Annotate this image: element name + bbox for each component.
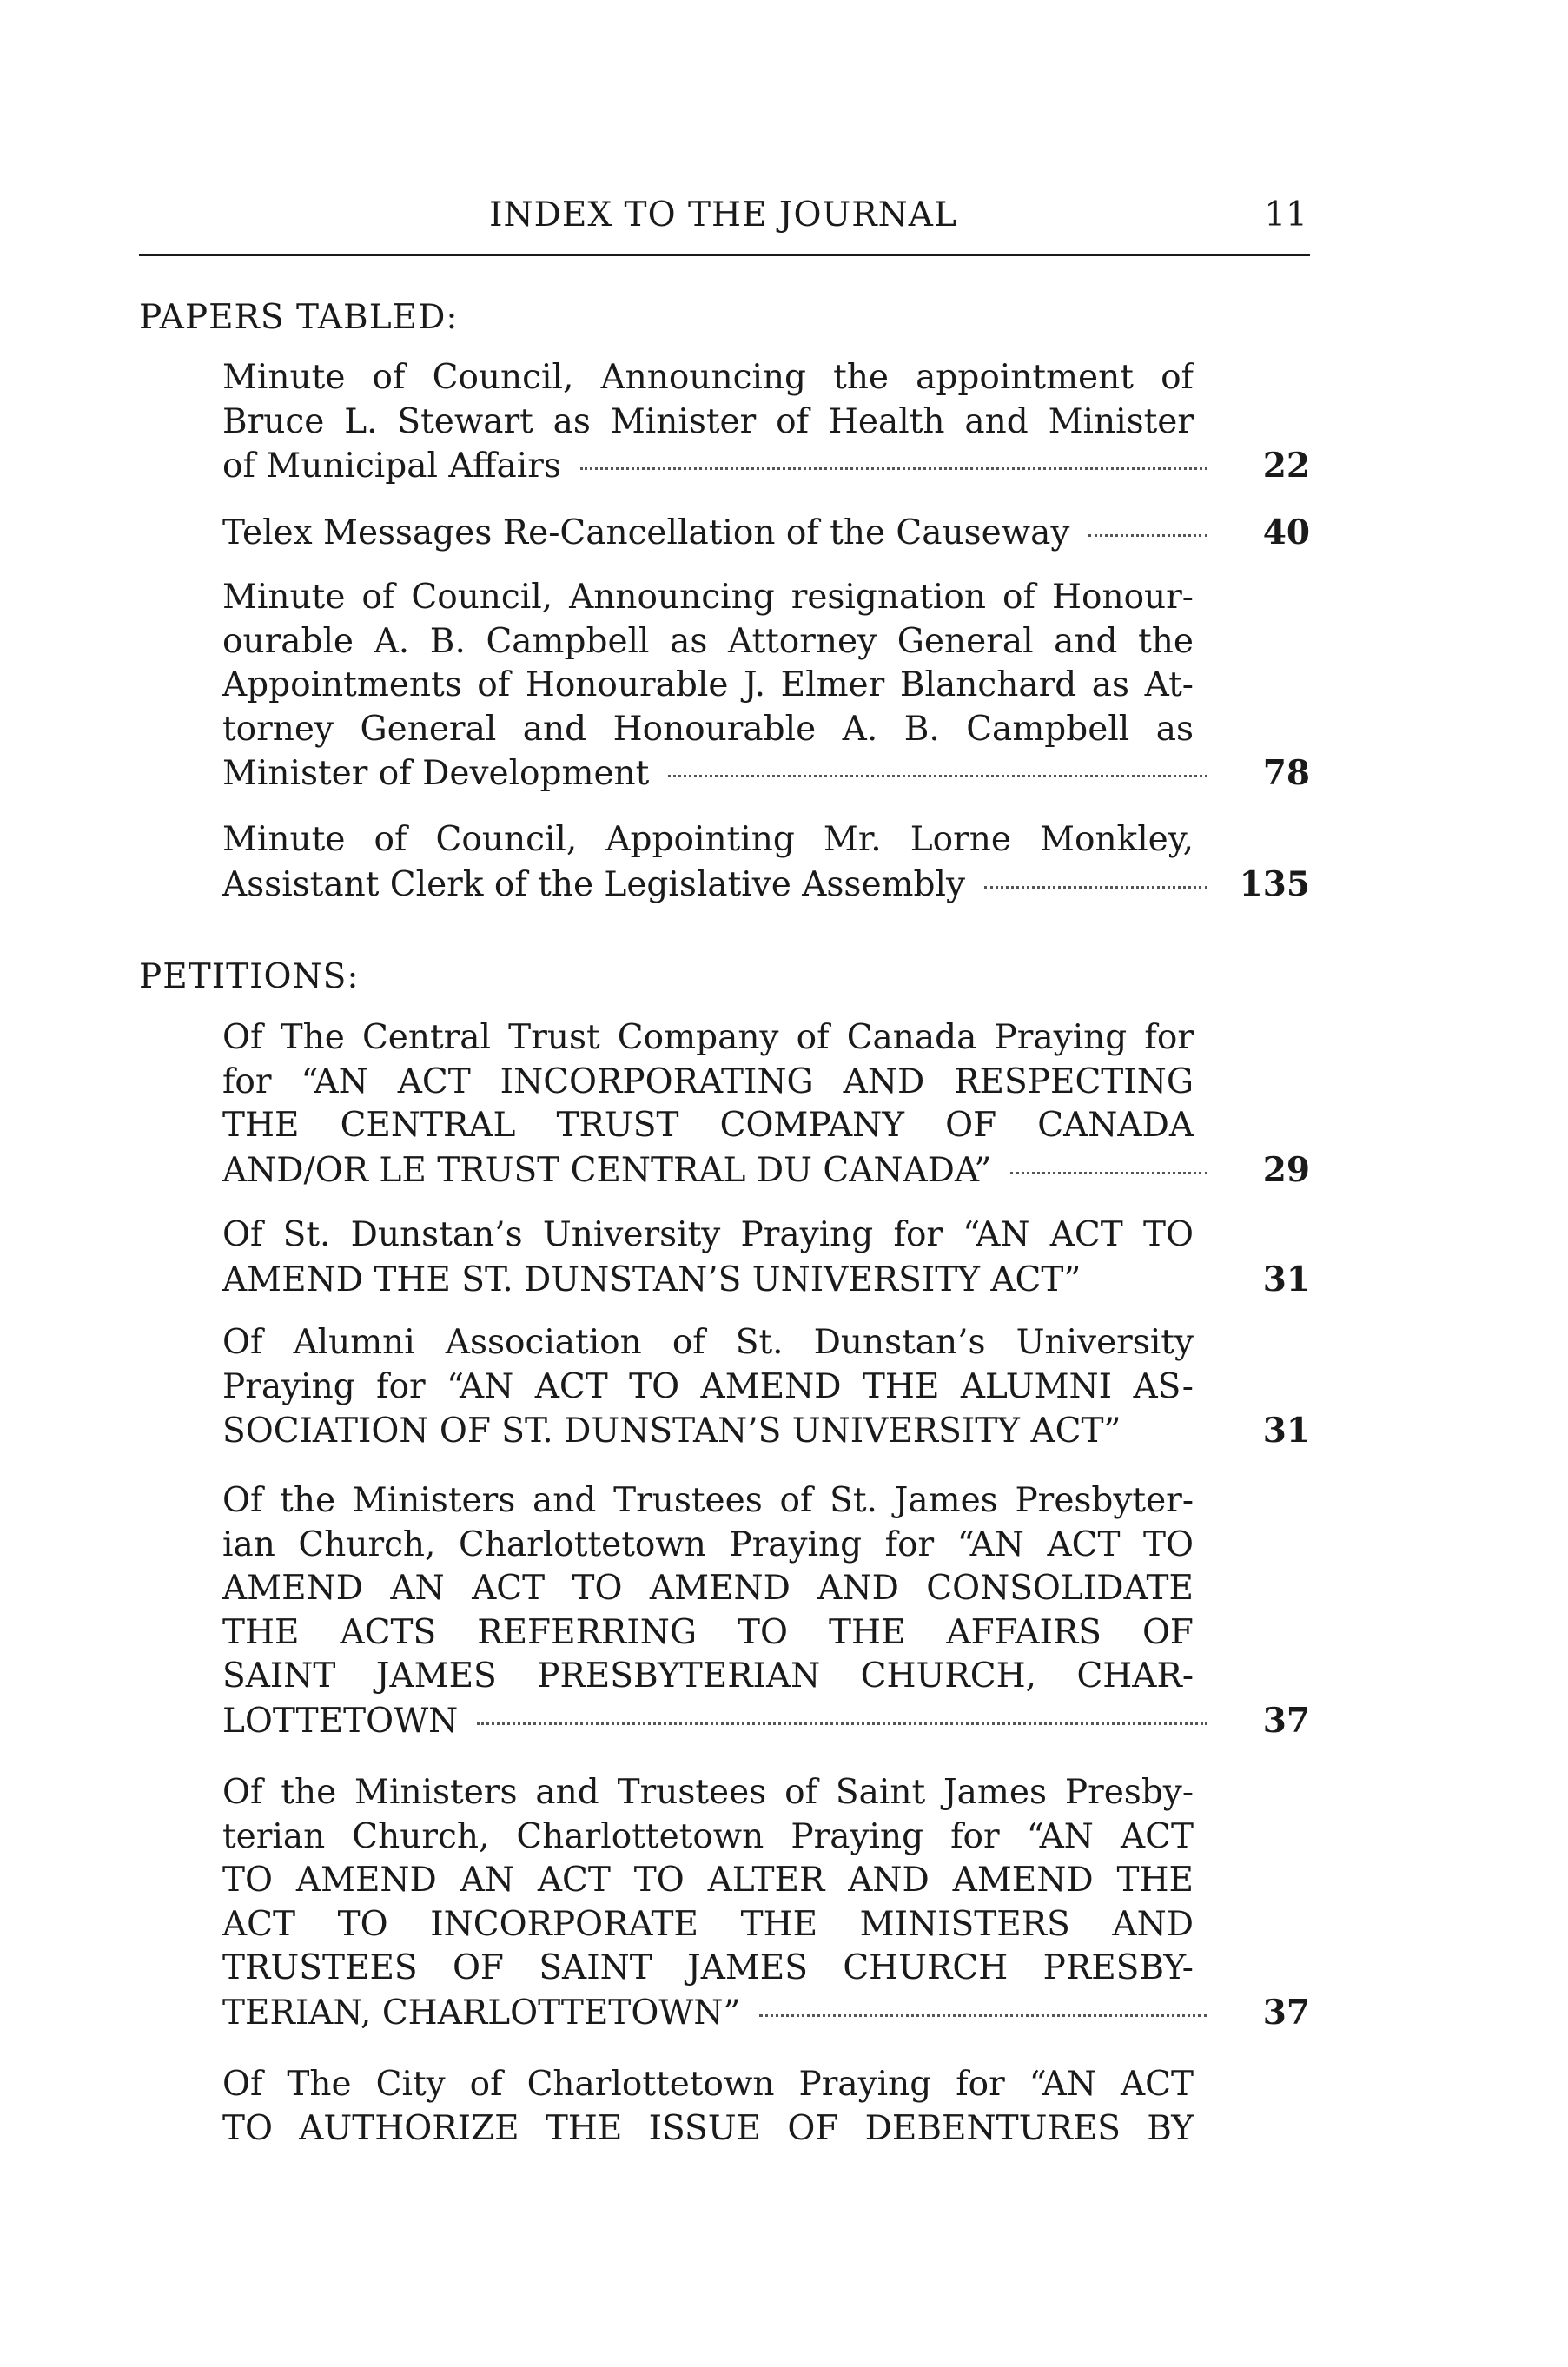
entry-line: AMEND THE ST. DUNSTAN’S UNIVERSITY ACT” 31	[222, 1258, 1310, 1302]
index-entry	[222, 818, 1310, 906]
entry-line: Minute of Council, Announcing the appointment of	[222, 358, 1194, 397]
entry-line: THE ACTS REFERRING TO THE AFFAIRS OF	[222, 1612, 1194, 1652]
entry-line: Telex Messages Re-Cancellation of the Causeway 40	[222, 511, 1310, 555]
entry-line: THE CENTRAL TRUST COMPANY OF CANADA	[222, 1106, 1194, 1145]
index-entry	[222, 1479, 1310, 1742]
index-entry	[222, 356, 1310, 488]
running-head	[139, 195, 1307, 248]
entry-page-number: 31	[1262, 1259, 1310, 1299]
entry-page-number: 22	[1262, 446, 1310, 486]
entry-line: AND/OR LE TRUST CENTRAL DU CANADA” 29	[222, 1148, 1310, 1193]
index-entry	[222, 511, 1310, 555]
entry-page-number: 37	[1262, 1700, 1310, 1741]
dot-leader	[1010, 1172, 1207, 1174]
entry-line: of Municipal Affairs 22	[222, 444, 1310, 488]
dot-leader	[580, 467, 1207, 470]
entry-page-number: 40	[1262, 512, 1310, 552]
entry-line: Of St. Dunstan’s University Praying for “AN ACT TO	[222, 1215, 1194, 1254]
entry-line: ian Church, Charlottetown Praying for “AN ACT TO	[222, 1524, 1194, 1564]
dot-leader	[759, 2014, 1207, 2017]
index-entry	[222, 1321, 1310, 1453]
page-title: INDEX TO THE JOURNAL	[489, 195, 957, 235]
index-entry	[222, 576, 1310, 796]
entry-line: ACT TO INCORPORATE THE MINISTERS AND	[222, 1904, 1194, 1944]
entry-line: Of Alumni Association of St. Dunstan’s University	[222, 1323, 1194, 1362]
entry-line: LOTTETOWN 37	[222, 1699, 1310, 1743]
entry-line: TERIAN, CHARLOTTETOWN” 37	[222, 1991, 1310, 2035]
entry-page-number: 37	[1262, 1992, 1310, 2033]
page-number: 11	[1264, 195, 1307, 235]
entry-line: TO AUTHORIZE THE ISSUE OF DEBENTURES BY	[222, 2108, 1194, 2148]
dot-leader	[1088, 534, 1207, 537]
entry-line: Appointments of Honourable J. Elmer Blanchard as At-	[222, 665, 1194, 704]
entry-line: torney General and Honourable A. B. Campbell as	[222, 709, 1194, 749]
entry-line: Assistant Clerk of the Legislative Assembly 135	[222, 863, 1310, 907]
dot-leader	[477, 1722, 1207, 1725]
entry-page-number: 31	[1262, 1411, 1310, 1451]
entry-line: Of the Ministers and Trustees of Saint James Presby-	[222, 1773, 1194, 1812]
entry-line: AMEND AN ACT TO AMEND AND CONSOLIDATE	[222, 1569, 1194, 1608]
entry-line: TRUSTEES OF SAINT JAMES CHURCH PRESBY-	[222, 1948, 1194, 1987]
index-entry	[222, 1213, 1310, 1301]
entry-line: Praying for “AN ACT TO AMEND THE ALUMNI AS-	[222, 1366, 1194, 1406]
entry-page-number: 29	[1262, 1149, 1310, 1190]
entry-line: Minute of Council, Announcing resignation of Honour-	[222, 578, 1194, 617]
entry-line: terian Church, Charlottetown Praying for “AN ACT	[222, 1816, 1194, 1856]
entry-line: for “AN ACT INCORPORATING AND RESPECTING	[222, 1061, 1194, 1101]
entry-line: SAINT JAMES PRESBYTERIAN CHURCH, CHAR-	[222, 1656, 1194, 1696]
entry-page-number: 135	[1239, 863, 1310, 904]
entry-line: Of The City of Charlottetown Praying for “AN ACT	[222, 2065, 1194, 2104]
index-entry	[222, 1771, 1310, 2034]
entry-line: Of the Ministers and Trustees of St. James Presbyter-	[222, 1481, 1194, 1520]
entry-line: Minister of Development 78	[222, 751, 1310, 796]
index-entry	[222, 2063, 1310, 2151]
index-entry	[222, 1016, 1310, 1192]
entry-line: Of The Central Trust Company of Canada Praying for	[222, 1018, 1194, 1057]
dot-leader	[668, 775, 1207, 777]
entry-line: SOCIATION OF ST. DUNSTAN’S UNIVERSITY ACT” 31	[222, 1409, 1310, 1453]
entry-line: ourable A. B. Campbell as Attorney General and the	[222, 621, 1194, 661]
dot-leader	[984, 886, 1207, 889]
section-heading-petitions: PETITIONS:	[139, 957, 360, 996]
entry-line: Bruce L. Stewart as Minister of Health and Minister	[222, 401, 1194, 441]
entry-line: Minute of Council, Appointing Mr. Lorne Monkley,	[222, 820, 1194, 859]
entry-page-number: 78	[1262, 753, 1310, 793]
header-rule	[139, 254, 1310, 256]
entry-line: TO AMEND AN ACT TO ALTER AND AMEND THE	[222, 1861, 1194, 1900]
section-heading-papers-tabled: PAPERS TABLED:	[139, 298, 459, 337]
